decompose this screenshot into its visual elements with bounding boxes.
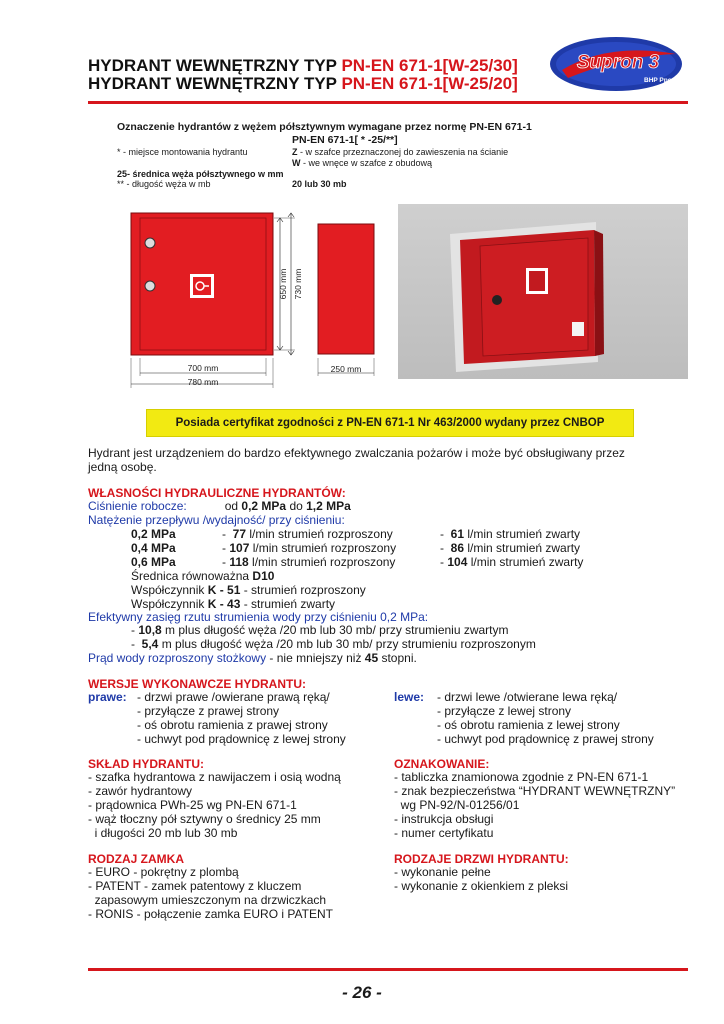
- flow-jet-2: - 86 l/min strumień zwarty: [440, 541, 581, 555]
- hydraulic-heading: WŁASNOŚCI HYDRAULICZNE HYDRANTÓW:: [88, 486, 346, 500]
- flow-spread-3: - 118 l/min strumień rozproszony: [222, 555, 396, 569]
- range-spread: - 5,4 m plus długość węża /20 mb lub 30 mb/ przy strumieniu rozproszonym: [131, 637, 536, 651]
- flow-spread-1: - 77 l/min strumień rozproszony: [222, 527, 393, 541]
- flow-spread-2: - 107 l/min strumień rozproszony: [222, 541, 397, 555]
- hydrant-photo: [398, 204, 688, 379]
- logo-subtitle: BHP Ppoż.: [644, 77, 677, 84]
- flow-jet-3: - 104 l/min strumień zwarty: [440, 555, 584, 569]
- coefficient-k43: Współczynnik K - 43 - strumień zwarty: [131, 597, 336, 611]
- intro-line-1: Hydrant jest urządzeniem do bardzo efektywnego zwalczania pożarów i może być obsługiwany przez: [88, 446, 625, 460]
- flow-pressure-2: 0,4 MPa: [131, 541, 176, 555]
- marking-item: - tabliczka znamionowa zgodnie z PN-EN 671-1: [394, 770, 649, 784]
- cone-angle: Prąd wody rozproszony stożkowy - nie mniejszy niż 45 stopni.: [88, 651, 417, 665]
- page-number: - 26 -: [342, 983, 382, 1002]
- versions-left-item: - drzwi lewe /otwierane lewa ręką/: [437, 690, 618, 704]
- designation-length: ** - długość węża w mb: [117, 179, 211, 189]
- working-pressure: Ciśnienie robocze: od 0,2 MPa do 1,2 MPa: [88, 499, 351, 513]
- composition-item: - szafka hydrantowa z nawijaczem i osią wodną: [88, 770, 341, 784]
- designation-diameter: 25- średnica węża półsztywnego w mm: [117, 169, 284, 179]
- versions-left-item: - uchwyt pod prądownicę z prawej strony: [437, 732, 654, 746]
- versions-left-item: - oś obrotu ramienia z lewej strony: [437, 718, 620, 732]
- designation-title: Oznaczenie hydrantów z wężem półsztywnym wymagane przez normę PN-EN 671-1: [117, 121, 532, 133]
- equivalent-diameter: Średnica równoważna D10: [131, 569, 275, 583]
- lock-item: zapasowym umieszczonym na drzwiczkach: [88, 893, 327, 907]
- composition-item: - prądownica PWh-25 wg PN-EN 671-1: [88, 798, 297, 812]
- technical-drawing: [120, 208, 390, 394]
- designation-star: * - miejsce montowania hydrantu: [117, 147, 248, 157]
- composition-item: - wąż tłoczny pół sztywny o średnicy 25 mm: [88, 812, 321, 826]
- marking-item: - instrukcja obsługi: [394, 812, 494, 826]
- flow-pressure-3: 0,6 MPa: [131, 555, 176, 569]
- composition-item: i długości 20 mb lub 30 mb: [88, 826, 238, 840]
- marking-heading: OZNAKOWANIE:: [394, 757, 490, 771]
- header-rule: [88, 101, 688, 104]
- dim-height-outer: 730 mm: [293, 268, 303, 300]
- composition-heading: SKŁAD HYDRANTU:: [88, 757, 204, 771]
- dim-height-inner: 650 mm: [278, 268, 288, 300]
- versions-right-item: - oś obrotu ramienia z prawej strony: [137, 718, 328, 732]
- flow-jet-1: - 61 l/min strumień zwarty: [440, 527, 581, 541]
- dim-width-inner: 700 mm: [187, 363, 219, 373]
- range-jet: - 10,8 m plus długość węża /20 mb lub 30 mb/ przy strumieniu zwartym: [131, 623, 509, 637]
- supron-logo: [548, 34, 686, 94]
- marking-item: wg PN-92/N-01256/01: [394, 798, 520, 812]
- designation-z: Z - w szafce przeznaczonej do zawieszenia na ścianie: [292, 147, 509, 157]
- designation-code: PN-EN 671-1[ * -25/**]: [292, 134, 398, 146]
- lock-icon: [145, 238, 155, 248]
- cabinet-side: [318, 224, 374, 354]
- doors-item: - wykonanie pełne: [394, 865, 491, 879]
- designation-lengths: 20 lub 30 mb: [292, 179, 347, 189]
- intro-line-2: jedną osobę.: [88, 460, 157, 474]
- dim-width-outer: 780 mm: [187, 377, 219, 387]
- flow-label: Natężenie przepływu /wydajność/ przy ciśnieniu:: [88, 513, 345, 527]
- lock-item: - PATENT - zamek patentowy z kluczem: [88, 879, 302, 893]
- versions-right-item: - przyłącze z prawej strony: [137, 704, 280, 718]
- lock-heading: RODZAJ ZAMKA: [88, 852, 184, 866]
- doors-heading: RODZAJE DRZWI HYDRANTU:: [394, 852, 569, 866]
- title-line-1: HYDRANT WEWNĘTRZNY TYP PN-EN 671-1[W-25/30]: [88, 56, 518, 75]
- versions-heading: WERSJE WYKONAWCZE HYDRANTU:: [88, 677, 306, 691]
- versions-right-item: - drzwi prawe /owierane prawą ręką/: [137, 690, 330, 704]
- marking-item: - znak bezpieczeństwa “HYDRANT WEWNĘTRZNY”: [394, 784, 676, 798]
- versions-right-item: - uchwyt pod prądownicę z lewej strony: [137, 732, 346, 746]
- composition-item: - zawór hydrantowy: [88, 784, 193, 798]
- range-label: Efektywny zasięg rzutu strumienia wody przy ciśnieniu 0,2 MPa:: [88, 610, 429, 624]
- versions-right-label: prawe:: [88, 690, 127, 704]
- marking-item: - numer certyfikatu: [394, 826, 494, 840]
- doors-item: - wykonanie z okienkiem z pleksi: [394, 879, 569, 893]
- designation-w: W - we wnęce w szafce z obudową: [292, 158, 433, 168]
- handle-icon: [145, 281, 155, 291]
- versions-left-label: lewe:: [394, 690, 425, 704]
- coefficient-k51: Współczynnik K - 51 - strumień rozproszony: [131, 583, 366, 597]
- lock-item: - RONIS - połączenie zamka EURO i PATENT: [88, 907, 333, 921]
- logo-text: Supron 3: [576, 52, 660, 73]
- versions-left-item: - przyłącze z lewej strony: [437, 704, 572, 718]
- dim-depth: 250 mm: [330, 364, 362, 374]
- footer-rule: [88, 968, 688, 971]
- title-line-2: HYDRANT WEWNĘTRZNY TYP PN-EN 671-1[W-25/20]: [88, 74, 518, 93]
- lock-item: - EURO - pokrętny z plombą: [88, 865, 239, 879]
- photo-lock-icon: [492, 295, 502, 305]
- flow-pressure-1: 0,2 MPa: [131, 527, 176, 541]
- certificate-banner: Posiada certyfikat zgodności z PN-EN 671-1 Nr 463/2000 wydany przez CNBOP: [146, 409, 634, 437]
